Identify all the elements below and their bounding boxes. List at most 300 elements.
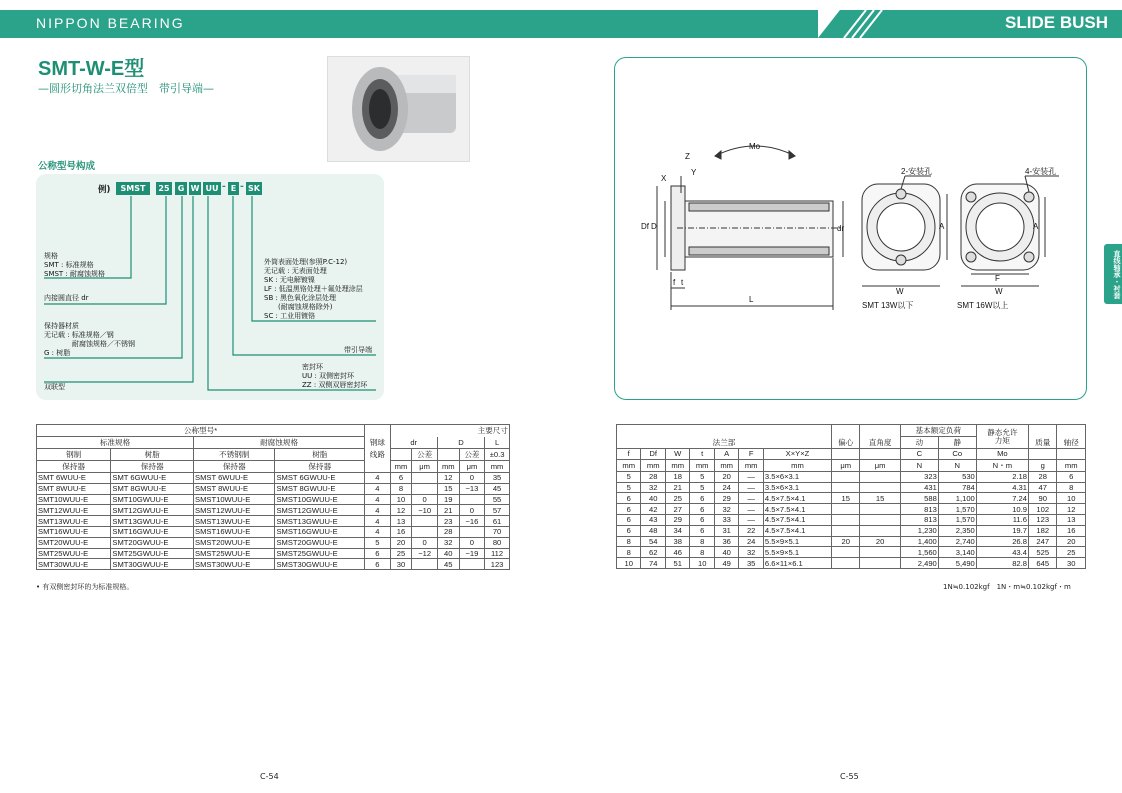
table-cell: 123 [1028, 514, 1056, 525]
table-cell: SMT16WUU-E [37, 526, 111, 537]
table-cell: SMST 8GWUU-E [275, 483, 365, 494]
table-cell: SMT 6GWUU-E [111, 473, 194, 484]
table-cell [832, 482, 860, 493]
table-cell: 10 [617, 558, 641, 569]
table-row [617, 514, 1086, 525]
table-cell: 431 [900, 482, 938, 493]
col-header: W [665, 449, 689, 460]
table-cell: SMT30WUU-E [37, 559, 111, 570]
table-cell: SMST25WUU-E [194, 548, 275, 559]
table-cell: 57 [485, 505, 510, 516]
table-cell: 82.8 [976, 558, 1028, 569]
th-steel: 钢制 [37, 449, 111, 461]
table-cell: 30 [390, 559, 412, 570]
table-cell: 15 [437, 483, 459, 494]
table-cell: 4 [365, 473, 390, 484]
caption-large: SMT 16W以上 [957, 301, 1009, 310]
left-table-body [37, 473, 510, 570]
th-unit-mm-3: mm [485, 461, 510, 473]
unit-header: N [938, 459, 976, 471]
retainer-note: 保持器材质 无记载 : 标准规格／钢 耐腐蚀规格／不锈钢 G : 树脂 [44, 322, 135, 357]
label-t: t [681, 278, 684, 287]
label-holes-4: 4-安装孔 [1025, 167, 1057, 176]
th-main-dim: 主要尺寸 [390, 425, 509, 437]
th-moment: 静态允许 力矩 [976, 425, 1028, 449]
table-cell [860, 558, 900, 569]
table-cell: 22 [739, 525, 763, 536]
table-cell: 6.6×11×6.1 [763, 558, 831, 569]
table-cell: 8 [690, 547, 714, 558]
table-cell: 36 [714, 536, 738, 547]
table-cell: 24 [739, 536, 763, 547]
table-cell: — [739, 471, 763, 482]
table-cell: 25 [665, 493, 689, 504]
table-cell: SMT13WUU-E [37, 516, 111, 527]
bore-note: 内接圆直径 dr [44, 294, 89, 302]
table-cell: −16 [459, 516, 484, 527]
table-cell: 1,570 [938, 514, 976, 525]
table-cell: 12 [1057, 504, 1086, 515]
table-row [37, 559, 510, 570]
table-cell [832, 525, 860, 536]
table-cell: 12 [390, 505, 412, 516]
col-header: C [900, 449, 938, 460]
th-blank-shaft [1057, 425, 1086, 437]
th-flange: 法兰部 [617, 437, 832, 449]
table-cell: 38 [665, 536, 689, 547]
table-cell: 645 [1028, 558, 1056, 569]
table-cell: SMT25WUU-E [37, 548, 111, 559]
table-cell: SMST30WUU-E [194, 559, 275, 570]
table-cell: 6 [365, 559, 390, 570]
table-cell: 61 [485, 516, 510, 527]
th-ret2: 保持器 [111, 461, 194, 473]
table-cell: 12 [437, 473, 459, 484]
dimension-drawing [615, 58, 1085, 398]
table-cell: — [739, 514, 763, 525]
table-cell: 0 [412, 537, 437, 548]
label-L: L [749, 295, 754, 304]
table-cell: 29 [714, 493, 738, 504]
th-unit-mm-2: mm [437, 461, 459, 473]
th-D-tol: 公差 [459, 449, 484, 461]
th-perp: 直角度 [860, 437, 900, 449]
header-stripes [818, 10, 938, 38]
th-blank-perp [860, 425, 900, 437]
table-cell: SMT 8WUU-E [37, 483, 111, 494]
table-cell: SMST20GWUU-E [275, 537, 365, 548]
table-cell: 1,100 [938, 493, 976, 504]
label-X: X [661, 174, 667, 183]
table-cell: 2,350 [938, 525, 976, 536]
th-dr-blank [390, 449, 412, 461]
table-cell: 23 [437, 516, 459, 527]
table-cell: 5 [690, 482, 714, 493]
table-cell: 20 [1057, 536, 1086, 547]
table-cell [832, 558, 860, 569]
side-tab: 直线轴承・衬套 [1104, 244, 1122, 304]
table-cell: 4.5×7.5×4.1 [763, 493, 831, 504]
table-cell: 2,490 [900, 558, 938, 569]
table-cell: — [739, 482, 763, 493]
table-cell: 4 [365, 494, 390, 505]
code-surface: SK [246, 182, 262, 195]
col-header: X×Y×Z [763, 449, 831, 460]
label-A-2: A [1033, 222, 1039, 231]
table-cell: — [739, 493, 763, 504]
table-cell: 21 [665, 482, 689, 493]
table-cell: 32 [437, 537, 459, 548]
unit-header: mm [641, 459, 665, 471]
label-dr: dr [837, 224, 845, 233]
table-cell: 5.5×9×5.1 [763, 536, 831, 547]
right-unit-row [617, 459, 1086, 471]
table-cell: 6 [365, 548, 390, 559]
unit-header: N [900, 459, 938, 471]
table-cell: 42 [641, 504, 665, 515]
table-cell: 11.6 [976, 514, 1028, 525]
surface-note: 外筒表面处理(参照P.C-12) 无记载 : 无表面处理 SK : 无电解镀镍 LF : 低温黑铬处理＋氟处理涂层 SB : 黑色氧化涂层处理 (耐腐蚀规格除外) SC : 工业用镀铬 [264, 258, 363, 320]
table-cell: SMST16GWUU-E [275, 526, 365, 537]
caption-small: SMT 13W以下 [862, 301, 914, 310]
label-Df: Df [641, 222, 649, 231]
table-cell: SMST13WUU-E [194, 516, 275, 527]
table-cell: 247 [1028, 536, 1056, 547]
table-cell: 5 [690, 471, 714, 482]
table-cell [860, 525, 900, 536]
table-cell: SMT12WUU-E [37, 505, 111, 516]
table-row [617, 536, 1086, 547]
label-holes-2: 2-安装孔 [901, 167, 933, 176]
table-cell: 6 [690, 514, 714, 525]
th-dr: dr [390, 437, 437, 449]
model-code-diagram [36, 174, 384, 400]
table-cell: 48 [641, 525, 665, 536]
table-cell: 25 [1057, 547, 1086, 558]
code-double: W [190, 184, 200, 193]
table-cell: SMT13GWUU-E [111, 516, 194, 527]
unit-header: mm [690, 459, 714, 471]
table-row [617, 493, 1086, 504]
table-cell: 6 [690, 493, 714, 504]
table-cell: 15 [860, 493, 900, 504]
table-row [617, 547, 1086, 558]
table-cell: 10 [390, 494, 412, 505]
page-header [0, 10, 1122, 38]
th-resin: 树脂 [111, 449, 194, 461]
table-cell: 18 [665, 471, 689, 482]
right-spec-table [616, 424, 1086, 569]
table-cell: 19.7 [976, 525, 1028, 536]
table-row [617, 504, 1086, 515]
table-cell: −10 [412, 505, 437, 516]
table-cell [832, 471, 860, 482]
table-cell: 2.18 [976, 471, 1028, 482]
table-row [37, 526, 510, 537]
table-cell: SMT25GWUU-E [111, 548, 194, 559]
col-header: Mo [976, 449, 1028, 460]
table-cell: 49 [714, 558, 738, 569]
table-cell: 5 [617, 482, 641, 493]
table-cell [860, 471, 900, 482]
table-cell: 6 [617, 504, 641, 515]
table-cell: 3.5×6×3.1 [763, 471, 831, 482]
table-cell [832, 547, 860, 558]
table-cell: 28 [1028, 471, 1056, 482]
th-shaft: 轴径 [1057, 437, 1086, 449]
spec-note: 规格 SMT : 标准规格 SMST : 耐腐蚀规格 [44, 252, 106, 278]
table-cell: 43 [641, 514, 665, 525]
table-cell: 27 [665, 504, 689, 515]
right-table-body [617, 471, 1086, 568]
table-cell [412, 473, 437, 484]
table-cell: 0 [459, 537, 484, 548]
th-D: D [437, 437, 484, 449]
table-cell: 1,400 [900, 536, 938, 547]
unit-header: μm [860, 459, 900, 471]
table-cell: −13 [459, 483, 484, 494]
th-unit-um-2: μm [459, 461, 484, 473]
table-cell: 1,570 [938, 504, 976, 515]
table-cell [860, 547, 900, 558]
th-blank [365, 425, 390, 437]
table-cell: 20 [860, 536, 900, 547]
unit-header: mm [665, 459, 689, 471]
code-guide: E [228, 182, 239, 195]
label-F: F [995, 274, 1000, 283]
unit-header: mm [1057, 459, 1086, 471]
table-cell: 20 [390, 537, 412, 548]
table-cell: 70 [485, 526, 510, 537]
table-cell [860, 482, 900, 493]
table-cell: 43.4 [976, 547, 1028, 558]
col-header [1028, 449, 1056, 460]
label-f: f [673, 278, 676, 287]
table-cell [832, 504, 860, 515]
label-mo: Mo [749, 142, 761, 151]
label-W: W [896, 287, 904, 296]
table-cell: 525 [1028, 547, 1056, 558]
table-cell: SMST20WUU-E [194, 537, 275, 548]
left-note: • 有双侧密封环的为标准规格。 [36, 583, 134, 591]
table-cell: 19 [437, 494, 459, 505]
table-cell: 8 [617, 547, 641, 558]
table-cell: 4.5×7.5×4.1 [763, 504, 831, 515]
unit-header: mm [739, 459, 763, 471]
table-cell: 813 [900, 504, 938, 515]
table-cell: 46 [665, 547, 689, 558]
seal-note: 密封环 UU : 双侧密封环 ZZ : 双侧双唇密封环 [302, 363, 368, 389]
table-row [37, 505, 510, 516]
table-cell: 28 [437, 526, 459, 537]
table-cell: 20 [832, 536, 860, 547]
table-cell: 0 [459, 473, 484, 484]
table-cell: 35 [485, 473, 510, 484]
table-cell: 32 [739, 547, 763, 558]
table-cell: 40 [714, 547, 738, 558]
table-cell: 35 [739, 558, 763, 569]
table-row [617, 471, 1086, 482]
th-load: 基本额定负荷 [900, 425, 976, 437]
table-cell: 4.5×7.5×4.1 [763, 525, 831, 536]
table-cell: 4.31 [976, 482, 1028, 493]
table-cell: 55 [485, 494, 510, 505]
table-cell: 7.24 [976, 493, 1028, 504]
label-A: A [939, 222, 945, 231]
table-cell: SMST12GWUU-E [275, 505, 365, 516]
table-cell: SMST16WUU-E [194, 526, 275, 537]
th-ecc: 偏心 [832, 437, 860, 449]
table-cell: 4 [365, 526, 390, 537]
unit-header: μm [832, 459, 860, 471]
table-cell: 74 [641, 558, 665, 569]
table-cell [459, 559, 484, 570]
th-ret1: 保持器 [37, 461, 111, 473]
table-cell: 15 [832, 493, 860, 504]
product-photo [327, 56, 470, 162]
table-cell: 28 [641, 471, 665, 482]
th-dyn: 动 [900, 437, 938, 449]
table-cell: 8 [617, 536, 641, 547]
table-cell: 6 [390, 473, 412, 484]
table-cell: 47 [1028, 482, 1056, 493]
table-cell: 40 [641, 493, 665, 504]
label-D: D [651, 222, 657, 231]
table-cell: 102 [1028, 504, 1056, 515]
table-cell: 29 [665, 514, 689, 525]
brand: NIPPON BEARING [36, 15, 185, 31]
table-cell: 6 [617, 493, 641, 504]
table-cell: 6 [690, 525, 714, 536]
table-cell: 10 [1057, 493, 1086, 504]
unit-header: mm [763, 459, 831, 471]
table-cell: 530 [938, 471, 976, 482]
table-cell: −19 [459, 548, 484, 559]
table-cell: 4.5×7.5×4.1 [763, 514, 831, 525]
table-cell [412, 526, 437, 537]
table-cell: 112 [485, 548, 510, 559]
table-cell: SMST 6WUU-E [194, 473, 275, 484]
guide-note: 带引导端 [344, 346, 372, 354]
table-cell: 40 [437, 548, 459, 559]
table-cell: SMT30GWUU-E [111, 559, 194, 570]
table-cell: 5 [365, 537, 390, 548]
table-cell: 13 [390, 516, 412, 527]
table-row [37, 548, 510, 559]
table-cell: −12 [412, 548, 437, 559]
code-dash: - [222, 182, 226, 192]
table-cell: SMT10WUU-E [37, 494, 111, 505]
table-cell: 2,740 [938, 536, 976, 547]
code-dash-2: - [240, 182, 244, 192]
right-col-headers [617, 449, 1086, 460]
th-D-blank [437, 449, 459, 461]
table-cell: — [739, 504, 763, 515]
table-cell [412, 516, 437, 527]
table-cell: 16 [1057, 525, 1086, 536]
table-cell: 32 [641, 482, 665, 493]
table-cell: 588 [900, 493, 938, 504]
table-cell: 6 [617, 514, 641, 525]
table-cell [459, 494, 484, 505]
table-row [37, 516, 510, 527]
table-cell: 45 [437, 559, 459, 570]
code-retainer: G [175, 182, 187, 195]
col-header: f [617, 449, 641, 460]
code-size: 25 [156, 182, 172, 195]
th-L: L [485, 437, 510, 449]
table-cell: 90 [1028, 493, 1056, 504]
table-cell: SMT10GWUU-E [111, 494, 194, 505]
table-cell: 5.5×9×5.1 [763, 547, 831, 558]
table-cell: 182 [1028, 525, 1056, 536]
table-cell: SMT 8GWUU-E [111, 483, 194, 494]
table-cell: SMST10WUU-E [194, 494, 275, 505]
table-row [37, 537, 510, 548]
table-cell: 13 [1057, 514, 1086, 525]
th-mass: 质量 [1028, 437, 1056, 449]
table-cell: SMT20GWUU-E [111, 537, 194, 548]
right-note: 1N≒0.102kgf 1N・m≒0.102kgf・m [943, 583, 1071, 591]
table-cell: 16 [390, 526, 412, 537]
unit-header: mm [617, 459, 641, 471]
table-row [37, 494, 510, 505]
table-cell [459, 526, 484, 537]
table-cell: 25 [390, 548, 412, 559]
left-spec-table [36, 424, 510, 570]
th-balls-2: 线路 [365, 449, 390, 461]
table-cell: SMT12GWUU-E [111, 505, 194, 516]
col-header: F [739, 449, 763, 460]
th-stat: 静 [938, 437, 976, 449]
table-cell: 813 [900, 514, 938, 525]
th-cor: 耐腐蚀规格 [194, 437, 365, 449]
th-sus: 不锈钢制 [194, 449, 275, 461]
label-Z: Z [685, 152, 690, 161]
th-std: 标准规格 [37, 437, 194, 449]
table-cell [860, 504, 900, 515]
table-cell: 6 [1057, 471, 1086, 482]
table-cell: SMT16GWUU-E [111, 526, 194, 537]
table-cell: 1,230 [900, 525, 938, 536]
page-number-right: C-55 [840, 772, 859, 781]
col-header: Co [938, 449, 976, 460]
table-cell: 62 [641, 547, 665, 558]
col-header: Df [641, 449, 665, 460]
table-cell: 123 [485, 559, 510, 570]
table-cell: 33 [714, 514, 738, 525]
table-cell: 4 [365, 505, 390, 516]
table-cell: 4 [365, 483, 390, 494]
code-seal: UU [203, 182, 221, 195]
table-cell: 0 [412, 494, 437, 505]
double-note: 双联型 [44, 383, 65, 391]
table-cell: 30 [1057, 558, 1086, 569]
unit-header: mm [714, 459, 738, 471]
table-cell: 8 [1057, 482, 1086, 493]
table-cell [860, 514, 900, 525]
table-row [617, 525, 1086, 536]
table-cell: 51 [665, 558, 689, 569]
table-cell: 34 [665, 525, 689, 536]
table-row [617, 482, 1086, 493]
table-cell: 20 [714, 471, 738, 482]
table-cell: 8 [690, 536, 714, 547]
table-cell: 54 [641, 536, 665, 547]
th-ret3: 保持器 [194, 461, 275, 473]
table-cell: 5,490 [938, 558, 976, 569]
table-cell: 24 [714, 482, 738, 493]
